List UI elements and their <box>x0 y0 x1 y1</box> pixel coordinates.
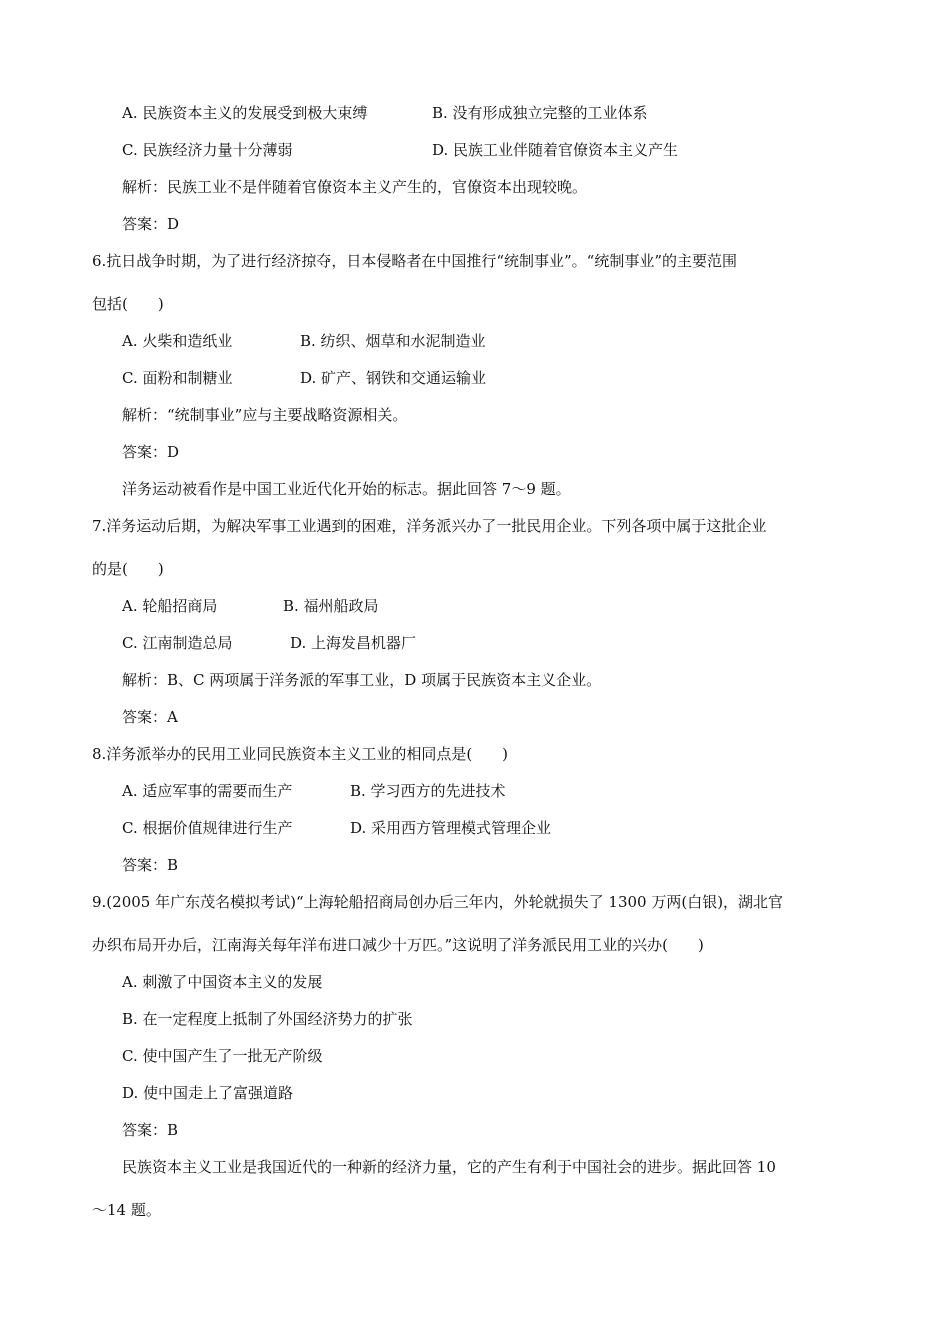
q5-option-a: A. 民族资本主义的发展受到极大束缚 <box>122 104 368 122</box>
q6-option-c: C. 面粉和制糖业 <box>122 369 233 387</box>
q9-option-d: D. 使中国走上了富强道路 <box>122 1084 294 1102</box>
q9-stem-line2: 办织布局开办后，江南海关每年洋布进口减少十万匹。”这说明了洋务派民用工业的兴办( ) <box>92 936 704 954</box>
q8-answer: 答案：B <box>122 856 179 874</box>
q9-answer: 答案：B <box>122 1121 179 1139</box>
q9-option-b: B. 在一定程度上抵制了外国经济势力的扩张 <box>122 1010 413 1028</box>
q6-answer: 答案：D <box>122 443 180 461</box>
q8-stem: 8.洋务派举办的民用工业同民族资本主义工业的相同点是( ) <box>92 745 509 763</box>
q8-option-b: B. 学习西方的先进技术 <box>350 782 506 800</box>
q8-option-c: C. 根据价值规律进行生产 <box>122 819 293 837</box>
q5-analysis: 解析：民族工业不是伴随着官僚资本主义产生的，官僚资本出现较晚。 <box>122 178 588 196</box>
q7-option-d: D. 上海发昌机器厂 <box>290 634 417 652</box>
intro-7-9: 洋务运动被看作是中国工业近代化开始的标志。据此回答 7～9 题。 <box>122 480 571 498</box>
q8-option-d: D. 采用西方管理模式管理企业 <box>350 819 552 837</box>
q8-option-a: A. 适应军事的需要而生产 <box>122 782 293 800</box>
intro-10-14-line2: ～14 题。 <box>92 1201 161 1219</box>
q7-stem-line1: 7.洋务运动后期，为解决军事工业遇到的困难，洋务派兴办了一批民用企业。下列各项中属于这批企业 <box>92 517 767 535</box>
q6-stem-line1: 6.抗日战争时期，为了进行经济掠夺，日本侵略者在中国推行“统制事业”。“统制事业”的主要范围 <box>92 252 737 270</box>
q6-analysis: 解析：“统制事业”应与主要战略资源相关。 <box>122 406 408 424</box>
q9-option-c: C. 使中国产生了一批无产阶级 <box>122 1047 323 1065</box>
q9-option-a: A. 刺激了中国资本主义的发展 <box>122 973 323 991</box>
q6-option-a: A. 火柴和造纸业 <box>122 332 233 350</box>
q7-option-c: C. 江南制造总局 <box>122 634 233 652</box>
q7-analysis: 解析：B、C 两项属于洋务派的军事工业，D 项属于民族资本主义企业。 <box>122 671 602 689</box>
q7-stem-line2: 的是( ) <box>92 560 164 578</box>
q5-answer: 答案：D <box>122 215 180 233</box>
q7-option-a: A. 轮船招商局 <box>122 597 218 615</box>
q5-option-b: B. 没有形成独立完整的工业体系 <box>432 104 648 122</box>
q5-option-d: D. 民族工业伴随着官僚资本主义产生 <box>432 141 679 159</box>
q7-answer: 答案：A <box>122 708 178 726</box>
q7-option-b: B. 福州船政局 <box>283 597 379 615</box>
q6-stem-line2: 包括( ) <box>92 295 164 313</box>
q6-option-d: D. 矿产、钢铁和交通运输业 <box>300 369 487 387</box>
q5-option-c: C. 民族经济力量十分薄弱 <box>122 141 293 159</box>
q6-option-b: B. 纺织、烟草和水泥制造业 <box>300 332 486 350</box>
intro-10-14-line1: 民族资本主义工业是我国近代的一种新的经济力量，它的产生有利于中国社会的进步。据此回答 10 <box>122 1158 776 1176</box>
q9-stem-line1: 9.(2005 年广东茂名模拟考试)“上海轮船招商局创办后三年内，外轮就损失了 1300 万两(白银)，湖北官 <box>92 893 784 911</box>
